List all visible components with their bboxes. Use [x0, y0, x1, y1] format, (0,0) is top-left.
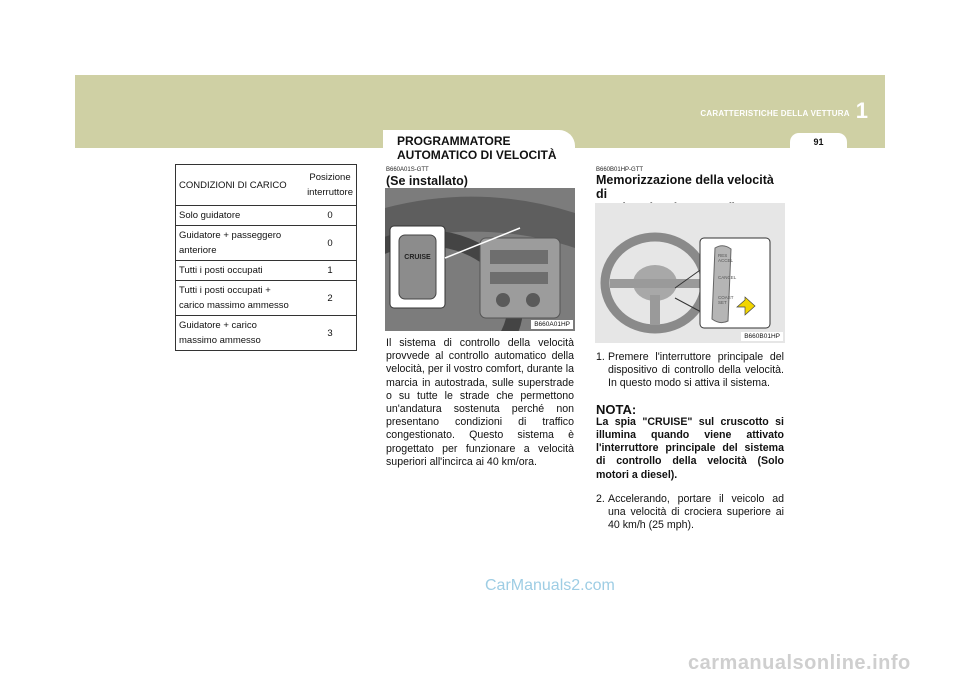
switch-label-res: RES ACCEL [718, 253, 734, 263]
table-row: Solo guidatore 0 [176, 206, 357, 226]
section-code: B660B01HP-GTT [596, 167, 644, 173]
cruise-button-label: CRUISE [404, 254, 431, 261]
page-number: 91 [790, 133, 847, 150]
step-item [596, 493, 784, 533]
table-header-row [176, 165, 357, 206]
section-title-line2: AUTOMATICO DI VELOCITÀ [397, 148, 557, 162]
cruise-dashboard-figure [385, 188, 575, 331]
watermark-top: CarManuals2.com [485, 577, 615, 594]
table-row: Guidatore + passeggero anteriore 0 [176, 226, 357, 261]
switch-label-set: COAST SET [718, 295, 734, 305]
chapter-number: 1 [855, 98, 868, 123]
switch-label-cancel: CANCEL [718, 275, 737, 280]
step-text: Premere l'interruttore principale del dispositivo di controllo della velocità. In questo modo si attiva il sistema. [608, 351, 784, 390]
section-title-line1: PROGRAMMATORE [397, 134, 511, 148]
step-number: 1. [596, 351, 605, 363]
section-heading: (Se installato) [386, 174, 468, 188]
step-text: Accelerando, portare il veicolo ad una velocità di crociera superiore ai 40 km/h (25 mph). [608, 492, 784, 532]
table-header-position: Posizione interruttore [304, 165, 356, 206]
section-code: B660A01S-GTT [386, 167, 429, 173]
table-row: Guidatore + carico massimo ammesso 3 [176, 316, 357, 351]
note-title: NOTA: [596, 401, 637, 417]
table-header-conditions: CONDIZIONI DI CARICO [176, 165, 305, 206]
steering-wheel-figure [595, 203, 785, 343]
chapter-title: CARATTERISTICHE DELLA VETTURA [700, 109, 850, 118]
table-row: Tutti i posti occupati 1 [176, 261, 357, 281]
figure-label: B660B01HP [741, 332, 783, 341]
section-tab [383, 130, 575, 168]
load-conditions-table [175, 164, 357, 351]
table-row: Tutti i posti occupati + carico massimo ammesso 2 [176, 281, 357, 316]
middle-body-text: Il sistema di controllo della velocità provvede al controllo automatico della velocità, per il vostro comfort, durante la marcia in autostrada, sulle superstrade o su tutte le strade che permettono un'andatura sostenuta perché non presentano condizioni di traffico congestionato. Questo sistema è progettato per funzionare a velocità superiori all'incirca ai 40 km/ora. [386, 337, 574, 468]
section-title [397, 134, 557, 162]
note-text: La spia "CRUISE" sul cruscotto si illumina quando viene attivato l'interruttore principale del sistema di controllo della velocità (Solo motori a diesel). [596, 415, 784, 481]
step-number: 2. [596, 492, 605, 505]
section-heading: Memorizzazione della velocità di [596, 173, 774, 201]
instruction-list [596, 351, 784, 532]
figure-label: B660A01HP [531, 320, 573, 329]
watermark-bottom: carmanualsonline.info [688, 652, 911, 674]
chapter-header [700, 100, 868, 122]
steering-wheel-illustration [595, 203, 785, 343]
step-item [596, 351, 784, 391]
